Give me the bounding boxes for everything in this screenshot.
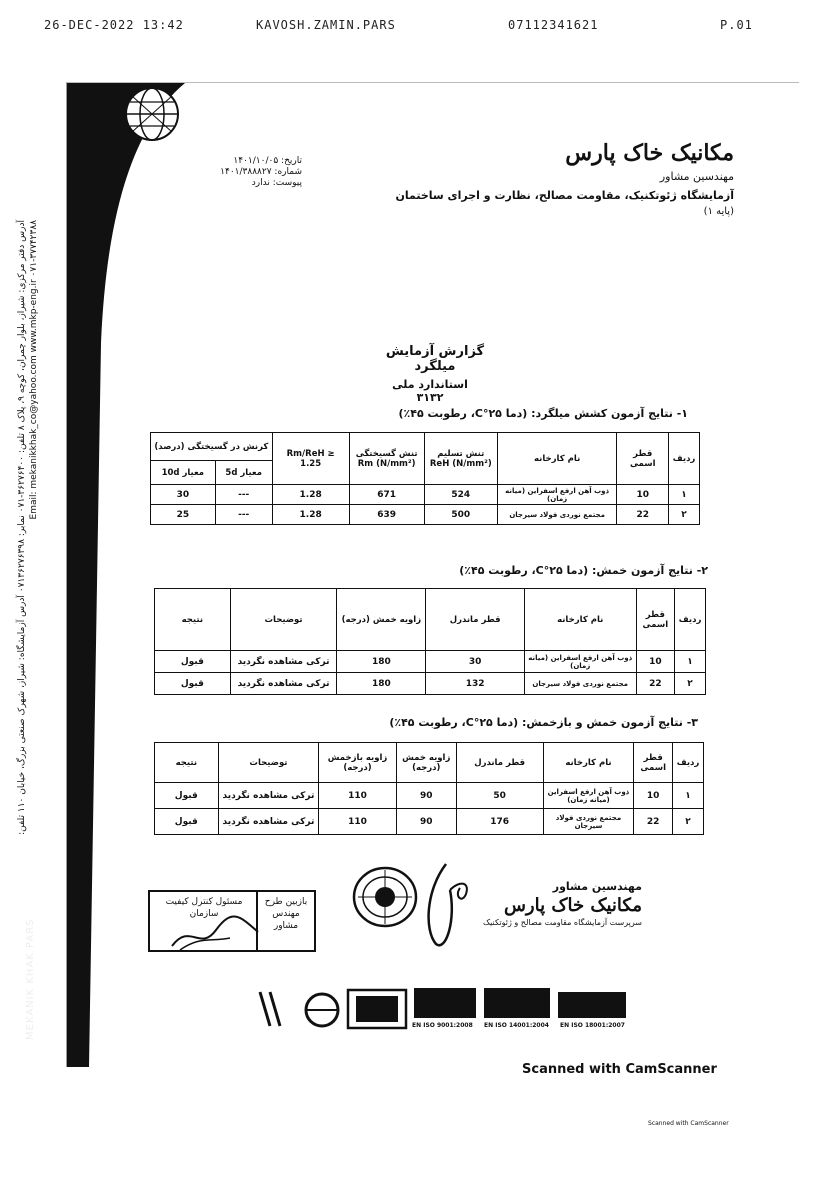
company-grade: (پایه ۱) [703,206,734,217]
cell-diameter: 10 [634,783,673,809]
col-diameter: قطر اسمی [636,589,675,651]
col-notes: توضیحات [218,743,319,783]
col-yield-label: تنش تسلیم [437,448,485,459]
cert3-caption: EN ISO 18001:2007 [560,1022,625,1029]
cell-result: قبول [155,673,231,695]
col-bend-angle: زاویه خمش (درجه) [396,743,456,783]
cell-notes: ترکی مشاهده نگردید [218,783,319,809]
table-row [155,809,704,835]
meta-date-label: تاریخ: [281,156,302,166]
cell-yield: 500 [424,505,497,525]
fax-phone: 07112341621 [508,18,599,32]
cell-diameter: 10 [636,651,675,673]
company-seal [352,866,418,928]
company-services: آزمایشگاه ژئوتکنیک، مقاومت مصالح، نظارت و اجرای ساختمان [395,189,734,202]
section2-title: ۲- نتایج آزمون خمش: (دما ۲۵°C، رطوبت ۴۵٪) [459,564,708,577]
section3-title: ۳- نتایج آزمون خمش و بازخمش: (دما ۲۵°C، رطوبت ۴۵٪) [389,716,698,729]
table-row [151,485,700,505]
col-result: نتیجه [155,589,231,651]
cell-e10d: 25 [151,505,216,525]
stamp-signature-scribble [170,912,260,952]
col-angle: زاویه خمش (درجه) [337,589,426,651]
company-globe-logo [124,86,180,142]
fax-page-number: P.01 [720,18,753,32]
iso-9001-logo [414,988,476,1018]
col-yield [424,433,497,485]
cell-diameter: 22 [636,673,675,695]
cell-factory: ذوب آهن ارفع اسفراین (میانه زمان) [497,485,617,505]
report-title: گزارش آزمایش میلگرد [385,344,485,374]
cell-e10d: 30 [151,485,216,505]
cell-bend: 90 [396,809,456,835]
col-rebend-angle: زاویه بازخمش (درجه) [319,743,397,783]
rebend-test-table [154,742,704,835]
cell-mandrel: 50 [456,783,543,809]
meta-attachment-label: پیوست: [272,178,302,188]
col-factory: نام کارخانه [524,589,636,651]
cell-diameter: 10 [617,485,669,505]
meta-number-label: شماره: [274,167,302,177]
company-name: مکانیک خاک پارس [565,140,734,166]
cell-e5d: --- [215,505,272,525]
meta-number: ۱۴۰۱/۳۸۸۸۲۷ [220,167,272,177]
supervision-stamp [148,890,316,952]
col-yield-unit: ReH (N/mm²) [429,458,492,469]
cell-row: ۱ [669,485,700,505]
bend-test-table [154,588,706,695]
cell-notes: ترکی مشاهده نگردید [218,809,319,835]
col-elongation: کرنش در گسیختگی (درصد) [151,433,273,461]
cell-angle: 180 [337,651,426,673]
meta-extra: ندارد [251,178,270,188]
table-row [155,783,704,809]
table-row [155,673,706,695]
col-factory: نام کارخانه [497,433,617,485]
cell-tensile: 671 [349,485,424,505]
cert-badge-logo [348,990,406,1028]
engineer-line2: مکانیک خاک پارس [503,895,642,916]
col-row: ردیف [675,589,706,651]
cell-rebend: 110 [319,783,397,809]
cell-diameter: 22 [634,809,673,835]
camscanner-watermark: Scanned with CamScanner [522,1062,717,1077]
col-tensile [349,433,424,485]
cell-notes: ترکی مشاهده نگردید [230,673,337,695]
iso-18001-logo [558,992,626,1018]
cell-mandrel: 176 [456,809,543,835]
stamp-left-text: مسئول کنترل کیفیت سازمان [165,897,243,919]
col-notes: توضیحات [230,589,337,651]
globe-cert-logo [306,994,338,1026]
cell-ratio: 1.28 [272,505,349,525]
col-gauge-10d: معیار 10d [151,461,216,485]
col-result: نتیجه [155,743,219,783]
cell-row: ۲ [673,809,704,835]
table-row [155,651,706,673]
cell-factory: مجتمع نوردی فولاد سیرجان [497,505,617,525]
fax-sender: KAVOSH.ZAMIN.PARS [256,18,396,32]
col-diameter: قطر اسمی [634,743,673,783]
col-mandrel: قطر ماندرل [426,589,524,651]
cell-angle: 180 [337,673,426,695]
cell-result: قبول [155,651,231,673]
reference-meta [192,156,302,189]
cell-row: ۱ [675,651,706,673]
fax-datetime: 26-DEC-2022 13:42 [44,18,184,32]
accreditation-logo [260,992,280,1026]
tension-test-table [150,432,700,525]
col-mandrel: قطر ماندرل [456,743,543,783]
side-address-text: آدرس دفتر مرکزی: شیراز، بلوار چمران، کوچه ۹، پلاک ۸ تلفن: ۳۶۲۷۶۴۰۰-۰۷۱ نمابر: ۰۷۱۳۶۲۷۶۳۹۸ آدرس آزمایشگاه: شیراز، شهرک صنعتی بزرگ، خیابان ۱۱۰ تلفن: ۳۷۷۴۲۳۸۸-۰۷۱ Email: mekanikkhak_co@yahoo.com www.mkp-eng.ir [17,220,39,835]
cert2-caption: EN ISO 14001:2004 [484,1022,549,1029]
col-ratio: Rm/ReH ≥ 1.25 [272,433,349,485]
cell-rebend: 110 [319,809,397,835]
side-brand-text: MEKANIK KHAK PARS [25,918,36,1040]
col-diameter: قطر اسمی [617,433,669,485]
cell-mandrel: 30 [426,651,524,673]
cell-yield: 524 [424,485,497,505]
engineer-line3: سرپرست آزمایشگاه مقاومت مصالح و ژئوتکنیک [482,918,642,927]
iso-14001-logo [484,988,550,1018]
camscanner-small-watermark: Scanned with CamScanner [648,1120,729,1127]
stamp-right-text: بازبین طرح مهندس مشاور [264,897,308,931]
col-tensile-unit: Rm (N/mm²) [357,458,416,469]
cell-result: قبول [155,809,219,835]
cell-mandrel: 132 [426,673,524,695]
cell-factory: مجتمع نوردی فولاد سیرجان [524,673,636,695]
cell-e5d: --- [215,485,272,505]
cell-ratio: 1.28 [272,485,349,505]
col-row: ردیف [673,743,704,783]
table-row [151,505,700,525]
section1-title: ۱- نتایج آزمون کشش میلگرد: (دما ۲۵°C، رطوبت ۴۵٪) [398,407,688,420]
cell-tensile: 639 [349,505,424,525]
engineer-signature [416,860,474,950]
engineer-line1: مهندسین مشاور [552,880,642,893]
col-tensile-label: تنش گسیختگی [355,448,418,459]
report-standard: استاندارد ملی ۳۱۳۲ [392,378,468,404]
letterhead-side-band [67,83,155,1067]
cell-row: ۲ [675,673,706,695]
cell-factory: ذوب آهن ارفع اسفراین (میانه زمان) [524,651,636,673]
cell-result: قبول [155,783,219,809]
consulting-engineers-block [483,880,642,927]
col-gauge-5d: معیار 5d [215,461,272,485]
cell-factory: مجتمع نوردی فولاد سیرجان [543,809,634,835]
cell-row: ۱ [673,783,704,809]
company-header [395,140,734,217]
company-subtitle: مهندسین مشاور [659,170,734,183]
cell-notes: ترکی مشاهده نگردید [230,651,337,673]
col-row: ردیف [669,433,700,485]
col-factory: نام کارخانه [543,743,634,783]
cert1-caption: EN ISO 9001:2008 [412,1022,473,1029]
meta-date: ۱۴۰۱/۱۰/۰۵ [233,156,279,166]
cell-factory: ذوب آهن ارفع اسفراین (میانه زمان) [543,783,634,809]
cell-row: ۲ [669,505,700,525]
cell-bend: 90 [396,783,456,809]
cell-diameter: 22 [617,505,669,525]
